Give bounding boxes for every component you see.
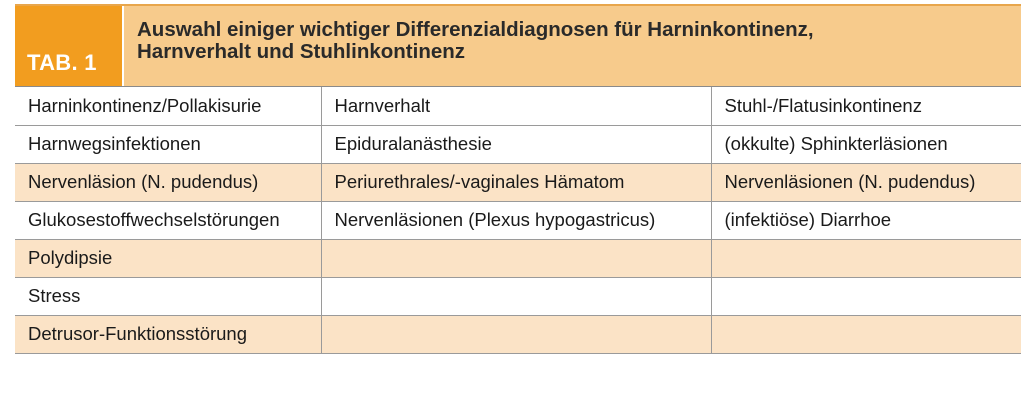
- table-cell: [711, 315, 1021, 353]
- column-header-harnverhalt: Harnverhalt: [321, 87, 711, 125]
- table-number-label: TAB. 1: [15, 6, 122, 86]
- table-cell: [321, 315, 711, 353]
- table-cell: (okkulte) Sphinkterläsionen: [711, 125, 1021, 163]
- table-row: [15, 163, 1021, 201]
- table-cell: Nervenläsionen (N. pudendus): [711, 163, 1021, 201]
- table-title-line-2: Harnverhalt und Stuhlinkontinenz: [137, 40, 466, 63]
- column-header-harninkontinenz: Harninkontinenz/Pollakisurie: [15, 87, 321, 125]
- differential-diagnosis-table: [15, 4, 1021, 354]
- column-header-row: [15, 87, 1021, 125]
- table-row: [15, 125, 1021, 163]
- table-cell: (infektiöse) Diarrhoe: [711, 201, 1021, 239]
- table-header: [15, 6, 1021, 87]
- table-row: [15, 277, 1021, 315]
- table-title-line-1: Auswahl einiger wichtiger Differenzialdiagnosen für Harninkontinenz,: [137, 18, 814, 41]
- table-cell: [711, 277, 1021, 315]
- table-title: [122, 6, 1021, 86]
- table-cell: Nervenläsion (N. pudendus): [15, 163, 321, 201]
- table-cell: [321, 277, 711, 315]
- table-cell: Detrusor-Funktionsstörung: [15, 315, 321, 353]
- table-cell: Periurethrales/-vaginales Hämatom: [321, 163, 711, 201]
- diagnosis-grid: [15, 87, 1021, 354]
- table-cell: Polydipsie: [15, 239, 321, 277]
- table-cell: Epiduralanästhesie: [321, 125, 711, 163]
- table-cell: [321, 239, 711, 277]
- table-row: [15, 239, 1021, 277]
- column-header-stuhlinkontinenz: Stuhl-/Flatusinkontinenz: [711, 87, 1021, 125]
- table-cell: [711, 239, 1021, 277]
- table-cell: Glukosestoffwechselstörungen: [15, 201, 321, 239]
- table-row: [15, 201, 1021, 239]
- table-cell: Nervenläsionen (Plexus hypogastricus): [321, 201, 711, 239]
- table-cell: Stress: [15, 277, 321, 315]
- table-cell: Harnwegsinfektionen: [15, 125, 321, 163]
- table-row: [15, 315, 1021, 353]
